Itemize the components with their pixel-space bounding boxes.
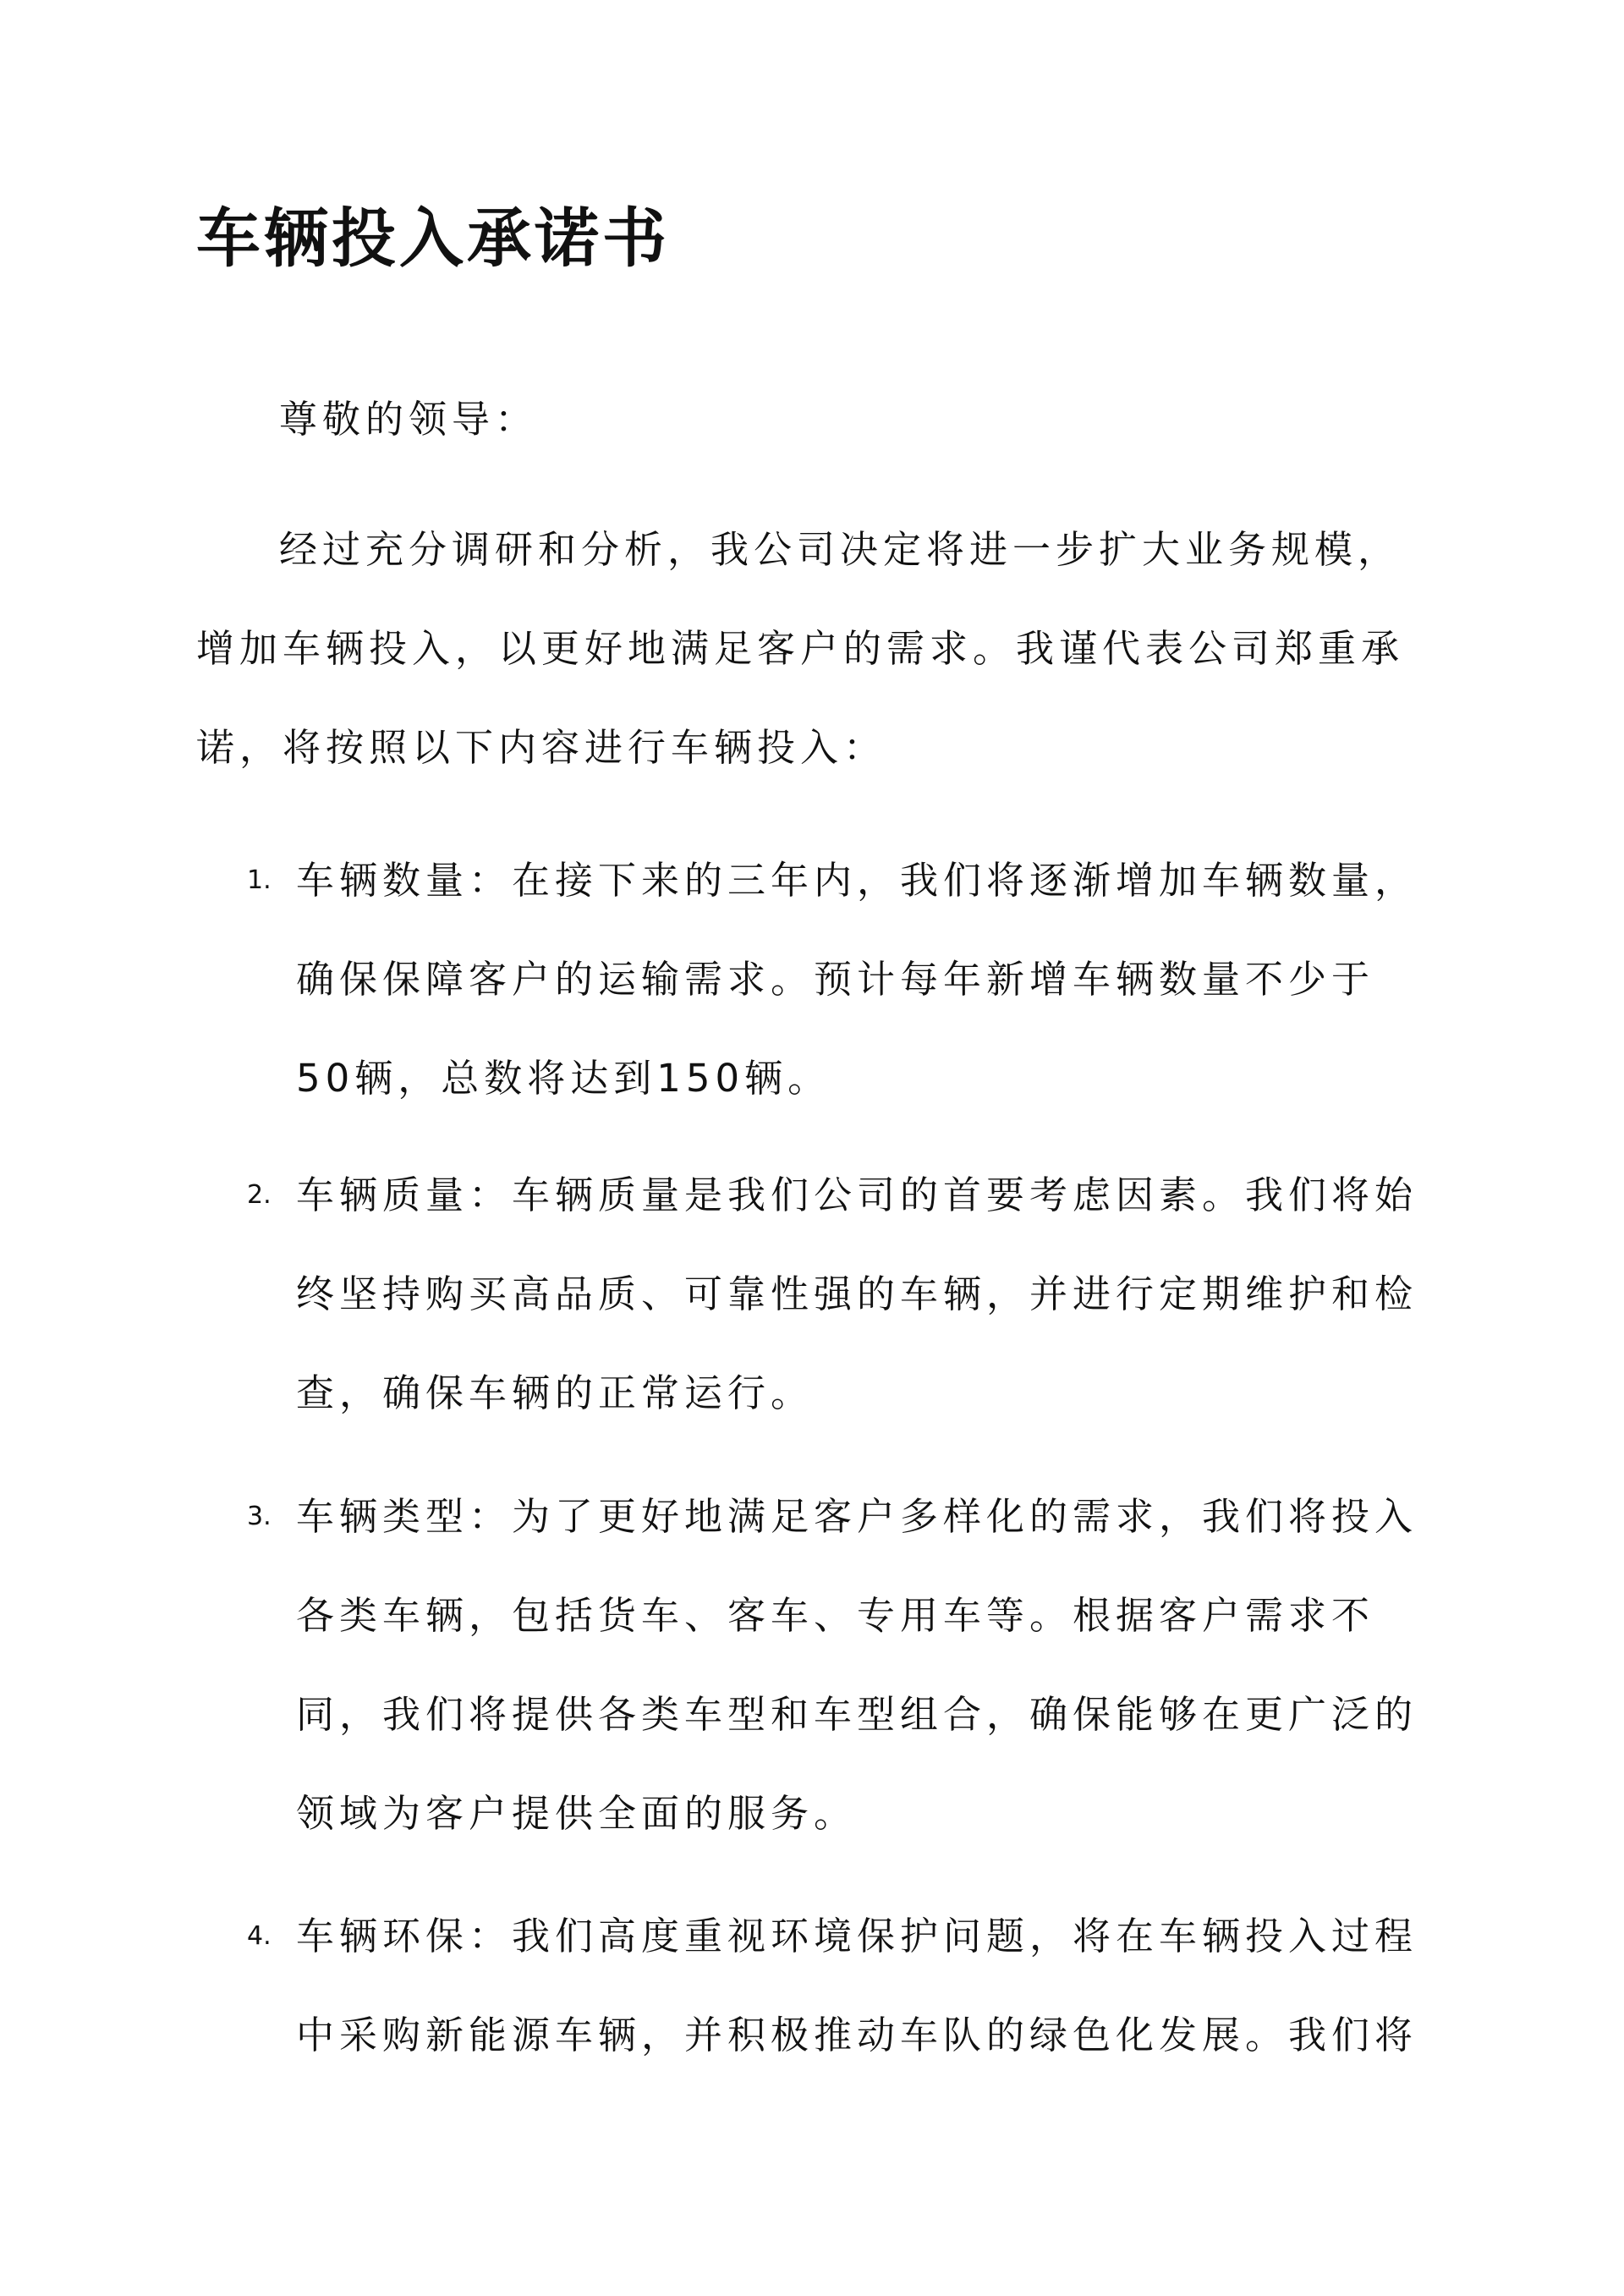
list-item-text: 车辆质量：车辆质量是我们公司的首要考虑因素。我们将始终坚持购买高品质、可靠性强的车辆，并进行定期维护和检查，确保车辆的正常运行。 — [296, 1173, 1418, 1415]
intro-text: 经过充分调研和分析，我公司决定将进一步扩大业务规模，增加车辆投入，以更好地满足客户的需求。我谨代表公司郑重承诺，将按照以下内容进行车辆投入： — [196, 527, 1405, 770]
list-item-text: 车辆数量：在接下来的三年内，我们将逐渐增加车辆数量，确保保障客户的运输需求。预计每年新增车辆数量不少于50辆，总数将达到150辆。 — [296, 858, 1418, 1101]
intro-paragraph — [196, 500, 1431, 797]
document-title: 车辆投入承诺书 — [196, 200, 670, 276]
list-item-text: 车辆类型：为了更好地满足客户多样化的需求，我们将投入各类车辆，包括货车、客车、专用车等。根据客户需求不同，我们将提供各类车型和车型组合，确保能够在更广泛的领域为客户提供全面的服务。 — [296, 1494, 1418, 1836]
greeting-paragraph — [196, 370, 1431, 469]
greeting-text: 尊敬的领导： — [279, 397, 539, 442]
list-item-number: 1. — [247, 865, 272, 895]
list-item-text: 车辆环保：我们高度重视环境保护问题，将在车辆投入过程中采购新能源车辆，并积极推动车队的绿色化发展。我们将 — [296, 1914, 1418, 2057]
list-item-number: 2. — [247, 1180, 272, 1210]
list-item-number: 3. — [247, 1502, 272, 1531]
list-item-number: 4. — [247, 1921, 272, 1951]
